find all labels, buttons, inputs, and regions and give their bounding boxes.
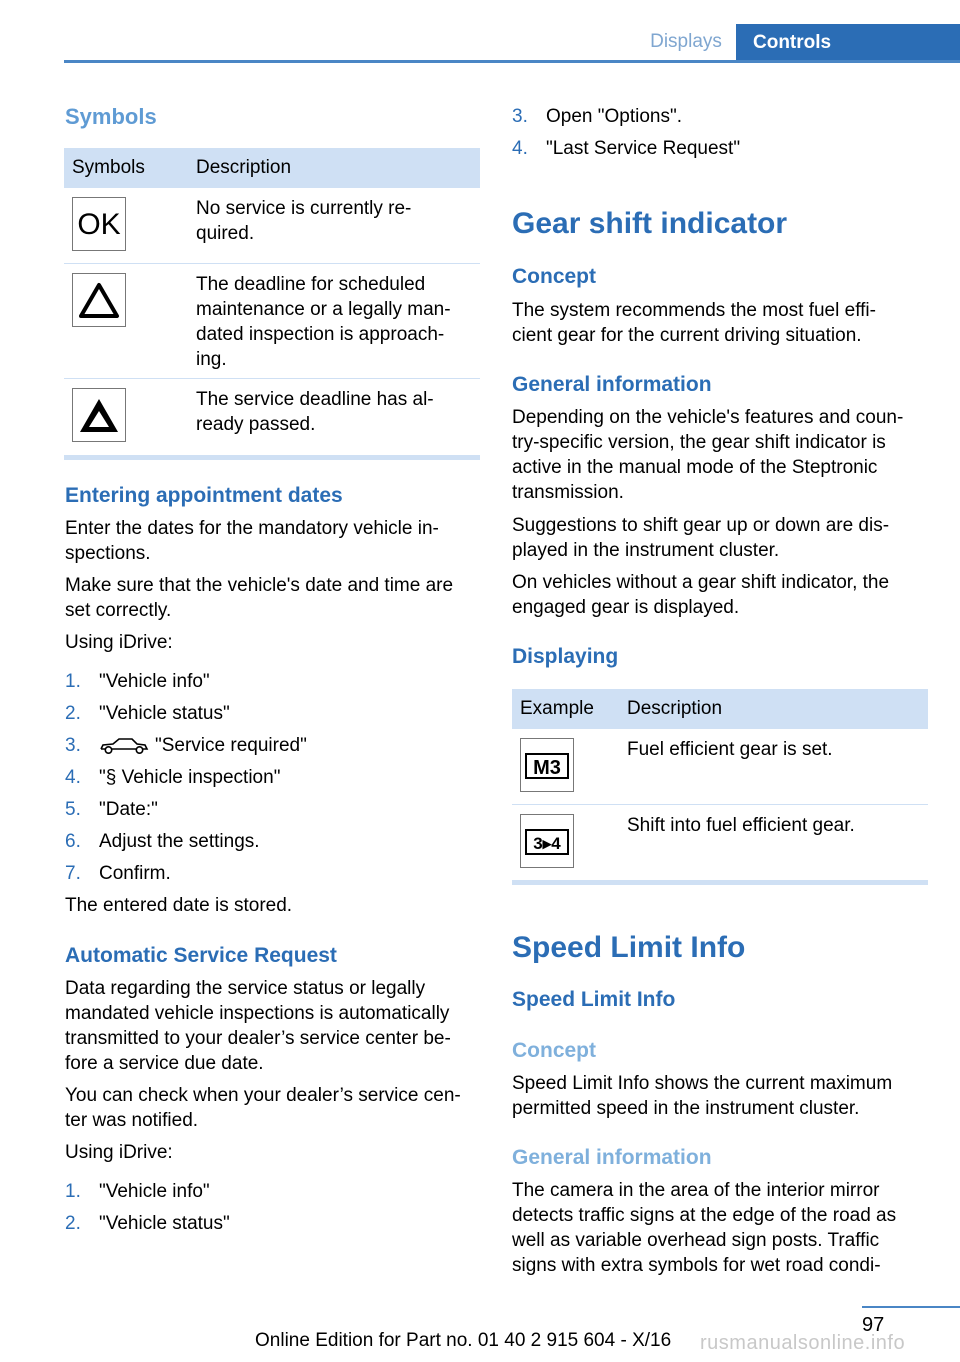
general-information-heading: General information xyxy=(512,373,712,396)
watermark: rusmanualsonline.info xyxy=(700,1332,906,1354)
warning-triangle-icon xyxy=(72,273,126,327)
row-separator xyxy=(64,378,480,379)
example-table-header xyxy=(512,689,928,729)
speed-limit-info-subtitle: Speed Limit Info xyxy=(512,988,676,1011)
warning-triangle-filled-icon xyxy=(72,388,126,442)
table-end-rule xyxy=(64,455,480,460)
sli-concept-heading: Concept xyxy=(512,1039,596,1062)
displaying-heading: Displaying xyxy=(512,645,619,668)
table-end-rule xyxy=(512,880,928,885)
symbols-heading: Symbols xyxy=(65,104,157,129)
row-separator xyxy=(512,804,928,805)
symbols-row-1-description: No service is currently re- quired. xyxy=(196,198,412,244)
footer-rule xyxy=(862,1306,960,1308)
concept-text: The system recommends the most fuel effi- cient gear for the current driving situation. xyxy=(512,300,876,346)
symbols-row-3-description: The service deadline has al- ready passed. xyxy=(196,389,434,435)
row-separator xyxy=(64,263,480,264)
example-row-2-description: Shift into fuel efficient gear. xyxy=(627,815,855,836)
example-col-header: Example xyxy=(520,698,594,719)
edition-footer: Online Edition for Part no. 01 40 2 915 604 - X/16 xyxy=(255,1330,672,1351)
svg-text:M3: M3 xyxy=(533,757,561,779)
svg-text:OK: OK xyxy=(77,208,121,241)
asr-paragraph-2: You can check when your dealer’s service cen- ter was notified. xyxy=(65,1085,461,1131)
sli-general-text: The camera in the area of the interior mirror detects traffic signs at the edge of the road as well as variable overhead sign posts. Traffic signs with extra symbols for wet road condi- xyxy=(512,1180,897,1276)
ok-icon xyxy=(72,197,126,251)
gear-shift-indicator-title: Gear shift indicator xyxy=(512,207,788,240)
svg-text:3▸4: 3▸4 xyxy=(533,834,561,853)
date-stored-text: The entered date is stored. xyxy=(65,895,293,916)
sli-concept-text: Speed Limit Info shows the current maximum permitted speed in the instrument cluster. xyxy=(512,1073,893,1119)
general-paragraph-1: Depending on the vehicle's features and coun- try-specific version, the gear shift indicator is active in the manual mode of the Steptronic transmission. xyxy=(512,407,904,503)
description-col-header: Description xyxy=(196,157,292,178)
symbols-table xyxy=(64,148,480,464)
gear-shift-3-to-4-icon xyxy=(520,814,574,868)
asr-paragraph-1: Data regarding the service status or legally mandated vehicle inspections is automatically transmitted to your dealer’s service center be- fore a service due date. xyxy=(65,978,451,1074)
header-rule xyxy=(64,60,960,63)
asr-heading: Automatic Service Request xyxy=(65,944,337,967)
example-row-1-description: Fuel efficient gear is set. xyxy=(627,739,833,760)
symbols-table-header xyxy=(64,148,480,188)
concept-heading: Concept xyxy=(512,265,596,288)
using-idrive-label: Using iDrive: xyxy=(65,1142,173,1163)
description-col-header: Description xyxy=(627,698,723,719)
entering-dates-heading: Entering appointment dates xyxy=(65,484,343,507)
header-section-label: Displays xyxy=(650,31,722,52)
general-paragraph-3: On vehicles without a gear shift indicator, the engaged gear is displayed. xyxy=(512,572,890,618)
general-paragraph-2: Suggestions to shift gear up or down are dis- played in the instrument cluster. xyxy=(512,515,890,561)
using-idrive-label: Using iDrive: xyxy=(65,632,173,653)
page-number: 97 xyxy=(862,1314,885,1336)
header-chapter-tab: Controls xyxy=(736,24,960,62)
gear-example-table xyxy=(512,689,928,889)
entering-dates-paragraph-2: Make sure that the vehicle's date and time are set correctly. xyxy=(65,575,454,621)
sli-general-heading: General information xyxy=(512,1146,712,1169)
symbols-row-2-description: The deadline for scheduled maintenance or a legally man- dated inspection is approach- ing. xyxy=(196,274,451,370)
symbols-col-header: Symbols xyxy=(72,157,145,178)
car-icon xyxy=(99,733,149,758)
gear-m3-icon xyxy=(520,738,574,792)
entering-dates-paragraph-1: Enter the dates for the mandatory vehicle in- spections. xyxy=(65,518,439,564)
speed-limit-info-title: Speed Limit Info xyxy=(512,931,746,964)
